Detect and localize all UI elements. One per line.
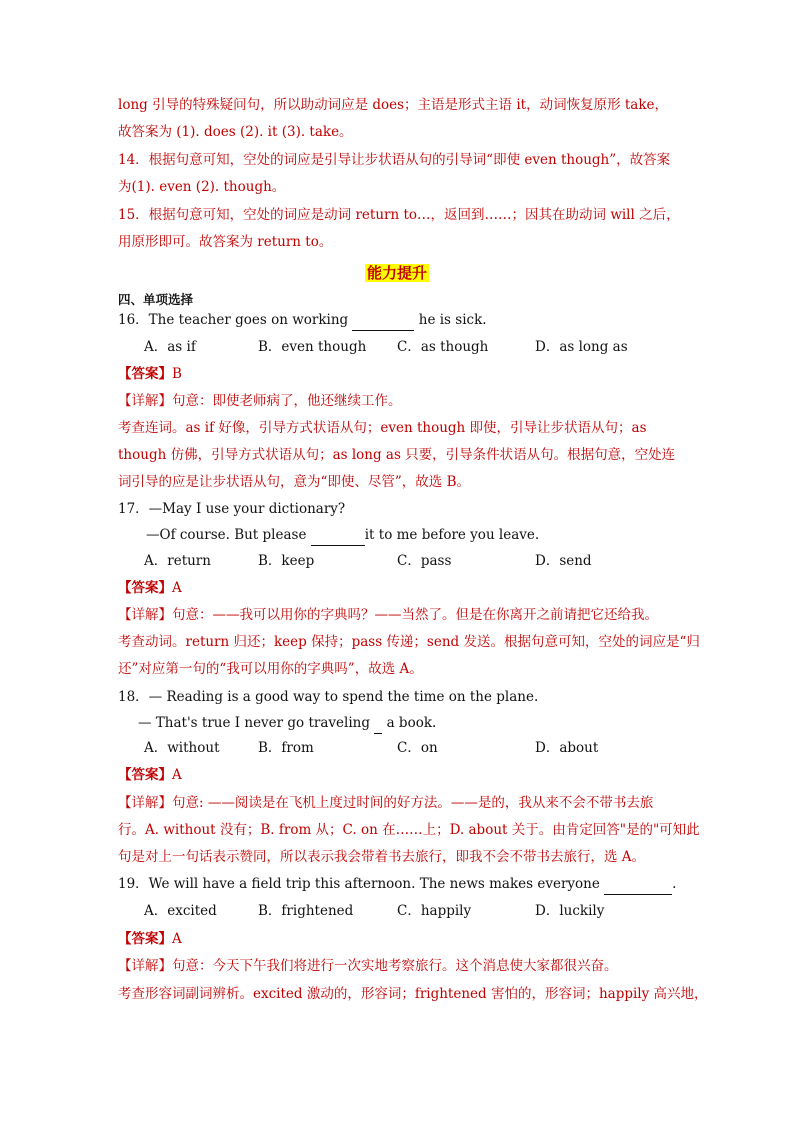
explanation-line: 14．根据句意可知，空处的词应是引导让步状语从句的引导词“即使 even though”，故答案 [118, 152, 671, 168]
option-a: A．without [144, 740, 220, 756]
section-label: 四、单项选择 [118, 292, 194, 307]
explanation-line: 行。A. without 没有；B. from 从；C. on 在……上；D. about 关于。由肯定回答"是的"可知此 [118, 822, 700, 838]
option-b: B．keep [258, 553, 315, 569]
option-a: A．return [144, 553, 211, 569]
stem-part: he is sick. [414, 312, 487, 328]
option-b: B．frightened [258, 903, 354, 919]
stem-part: — That's true I never go traveling [138, 715, 375, 731]
answer-value: B [172, 366, 182, 382]
option-c: C．happily [397, 903, 472, 919]
answer-blank [311, 525, 365, 546]
question-17-stem: 17．—May I use your dictionary? [118, 501, 346, 517]
question-18-reply [138, 713, 436, 734]
answer-label: 【答案】 [118, 931, 172, 947]
answer-label: 【答案】 [118, 580, 172, 596]
stem-part: a book. [382, 715, 437, 731]
explanation-line: 词引导的应是让步状语从句，意为“即使、尽管”，故选 B。 [118, 474, 471, 490]
stem-part: it to me before you leave. [364, 527, 540, 543]
explanation-line: 还”对应第一句的“我可以用你的字典吗”，故选 A。 [118, 661, 423, 677]
stem-part: —Of course. But please [146, 527, 311, 543]
explanation-line: 【详解】句意：——我可以用你的字典吗？——当然了。但是在你离开之前请把它还给我。 [118, 607, 658, 623]
explanation-line: though 仿佛，引导方式状语从句；as long as 只要，引导条件状语从句。根据句意，空处连 [118, 447, 676, 463]
question-18-stem: 18．— Reading is a good way to spend the time on the plane. [118, 689, 539, 705]
stem-part: . [672, 876, 677, 892]
explanation-line: 用原形即可。故答案为 return to。 [118, 234, 333, 250]
option-d: D．about [535, 740, 599, 756]
answer-blank [352, 310, 414, 331]
explanation-line: 为(1). even (2). though。 [118, 179, 286, 195]
explanation-line: 考查形容词副词辨析。excited 激动的，形容词；frightened 害怕的，形容词；happily 高兴地， [118, 986, 708, 1002]
answer-line [118, 364, 182, 384]
answer-label: 【答案】 [118, 767, 172, 783]
question-19-stem [118, 874, 676, 895]
question-17-reply [146, 525, 539, 546]
explanation-line: 句是对上一句话表示赞同，所以表示我会带着书去旅行，即我不会不带书去旅行，选 A。 [118, 849, 646, 865]
option-d: D．luckily [535, 903, 605, 919]
explanation-line: 故答案为 (1). does (2). it (3). take。 [118, 124, 353, 140]
section-heading-text: 能力提升 [366, 264, 427, 282]
answer-line [118, 578, 182, 598]
answer-value: A [172, 931, 182, 947]
answer-value: A [172, 767, 182, 783]
option-b: B．even though [258, 339, 367, 355]
answer-value: A [172, 580, 182, 596]
option-a: A．excited [144, 903, 217, 919]
answer-line [118, 765, 182, 785]
option-c: C．pass [397, 553, 452, 569]
explanation-line: 考查连词。as if 好像，引导方式状语从句；even though 即使，引导让步状语从句；as [118, 420, 647, 436]
option-a: A．as if [144, 339, 196, 355]
explanation-line: 【详解】句意：即使老师病了，他还继续工作。 [118, 393, 402, 409]
option-c: C．on [397, 740, 438, 756]
explanation-line: 15．根据句意可知，空处的词应是动词 return to…，返回到……；因其在助动词 will 之后， [118, 207, 680, 223]
explanation-line: long 引导的特殊疑问句，所以助动词应是 does；主语是形式主语 it，动词恢复原形 take， [118, 97, 669, 113]
stem-part: 16．The teacher goes on working [118, 312, 353, 328]
option-d: D．as long as [535, 339, 628, 355]
answer-label: 【答案】 [118, 366, 172, 382]
explanation-line: 考查动词。return 归还；keep 保持；pass 传递；send 发送。根据句意可知，空处的词应是“归 [118, 634, 700, 650]
answer-line [118, 929, 182, 949]
question-16-stem [118, 310, 487, 331]
stem-part: 19．We will have a field trip this afternoon. The news makes everyone [118, 876, 605, 892]
answer-blank [604, 874, 672, 895]
option-b: B．from [258, 740, 314, 756]
explanation-line: 【详解】句意：今天下午我们将进行一次实地考察旅行。这个消息使大家都很兴奋。 [118, 958, 618, 974]
explanation-line: 【详解】句意: ——阅读是在飞机上度过时间的好方法。——是的，我从来不会不带书去旅 [118, 795, 654, 811]
option-d: D．send [535, 553, 592, 569]
section-heading [0, 262, 794, 283]
option-c: C．as though [397, 339, 489, 355]
